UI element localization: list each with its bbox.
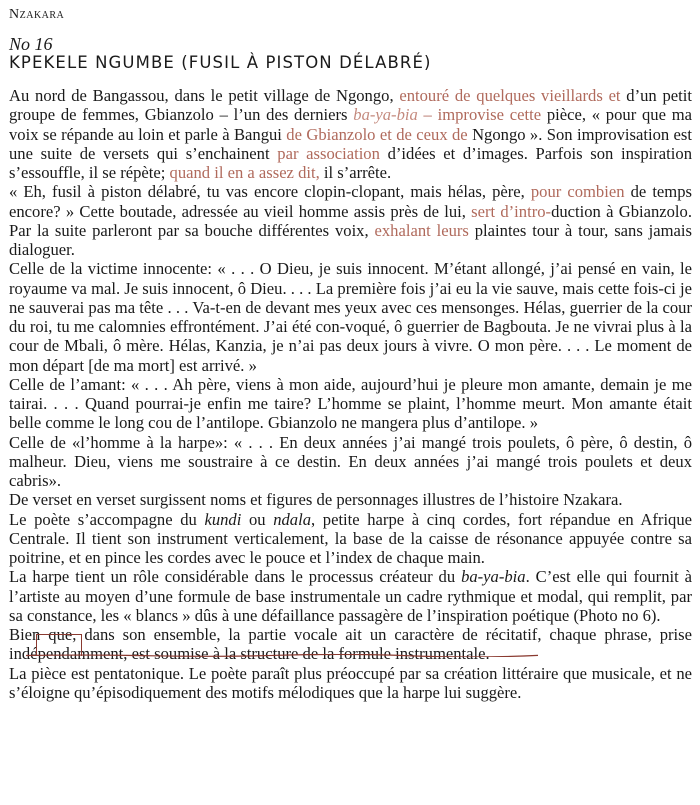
text-span: sert d’intro- [471,201,552,221]
paragraph-victime: Celle de la victime innocente: « . . . O Dieu, je suis innocent. M’étant allongé, j’ai pensé en vain, le royaume va mal. Je suis innocent, ô Dieu. . . . La première fois j’ai eu la vie sauve, mais cette fois-ci je ne sauverai pas ma tête . . . Va-t-en de devant mes yeux avec ces mensonges. Hélas, guerrier de la cour du roi, tu me calomnies effrontément. J’ai été con-voqué, ô guerrier de Bagbouta. Je ne vivrai plus à la cour de Mbali, ô mère. Hélas, Kanzia, je n’ai pas deux jours à vivre. O mon père. . . . Le moment de mon départ [de ma mort] est arrivé. » [9,259,692,375]
paragraph-recitatif: Bien que, dans son ensemble, la partie vocale ait un caractère de récitatif, chaque phrase, prise indépendamment, est soumise à la structure de la formule instrumentale. [9,625,692,664]
text-span: de Gbianzolo et de ceux de [286,124,468,144]
body-text [9,86,692,702]
paragraph-role-harpe [9,567,692,625]
text-span: exhalant leurs [374,220,469,240]
text-span: tient un rôle considérable dans le processus créateur du [69,567,462,587]
text-span: pièce, « pour que ma voix se répande au loin et parle à Bangui [9,105,692,144]
text-span: par association [277,143,380,163]
text-span: La [9,567,33,587]
text-span: d’un petit groupe de femmes, Gbianzolo – l’un des derniers [9,86,692,125]
text-span: Au nord de Bangassou, dans le petit village de Ngongo, [9,86,400,105]
piece-number: No 16 [9,34,53,54]
text-span: de temps encore? » Cette boutade, adressée au vieil homme assis près de lui, [9,182,692,221]
italic-term: ndala [273,509,311,529]
paragraph-amant: Celle de l’amant: « . . . Ah père, viens à mon aide, aujourd’hui je pleure mon amante, demain je me tairai. . . . Quand pourrai-je enfin me taire? L’homme se plaint, l’homme meurt. Mon amante était belle comme le long cou de l’antilope. Gbianzolo ne mangera plus d’antilope. » [9,374,692,433]
text-span: plaintes tour à tour, sans jamais dialoguer. [9,220,692,259]
text-span: entouré de quelques vieillards et [399,86,621,105]
piece-title: KPEKELE NGUMBE (FUSIL À PISTON DÉLABRÉ) [9,53,432,72]
text-span: il s’arrête. [319,163,392,182]
text-span: . C’est elle qui fournit à l’artiste au moyen d’une formule de base instrumentale un cadre rythmique et modal, qui remplit, par sa constance, les « blancs » dûs à une défaillance passagère de l’inspiration poétique (Photo no 6). [9,567,692,625]
text-span: duction à Gbianzolo. Par la suite parleront par sa bouche différentes voix, [9,201,692,240]
text-span: quand il en a assez dit, [169,163,320,182]
text-span: – improvise cette [417,105,542,125]
paragraph-versets: De verset en verset surgissent noms et figures de personnages illustres de l’histoire Nzakara. [9,490,623,510]
text-span: ou [241,509,274,529]
running-head: Nzakara [9,7,65,22]
italic-term: ba-ya-bia [461,567,526,587]
paragraph-harpiste: Celle de «l’homme à la harpe»: « . . . En deux années j’ai mangé trois poulets, ô père, ô destin, ô malheur. Dieu, viens me soustraire à ce destin. En deux années j’ai mangé trois poulets et deux cabris». [9,432,692,490]
italic-term: kundi [204,509,242,529]
text-span: pour combien [530,182,625,202]
text-span: Ngongo ». Son improvisation est une suite de versets qui s’enchainent [9,124,692,163]
annotated-word: harpe [32,567,70,587]
paragraph-boutade [9,182,692,259]
paragraph-instrument [9,510,692,568]
text-span: d’idées et d’images. Parfois son inspiration s’essouffle, il se répète; [9,143,692,182]
paragraph-pentatonique: La pièce est pentatonique. Le poète paraît plus préoccupé par sa création littéraire que musicale, et ne s’éloigne qu’épisodiquement des motifs mélodiques que la harpe lui suggère. [9,663,692,702]
text-span: , petite harpe à cinq cordes, fort répandue en Afrique Centrale. Il tient son instrument verticalement, la base de la caisse de résonance appuyée contre sa poitrine, et en pince les cordes avec le pouce et l’index de chaque main. [9,509,693,567]
text-span: Le poète s’accompagne du [9,509,205,529]
italic-term: ba-ya-bia [353,105,418,125]
paragraph-intro [9,86,692,182]
text-span: « Eh, fusil à piston délabré, tu vas encore clopin-clopant, mais hélas, père, [9,182,531,202]
